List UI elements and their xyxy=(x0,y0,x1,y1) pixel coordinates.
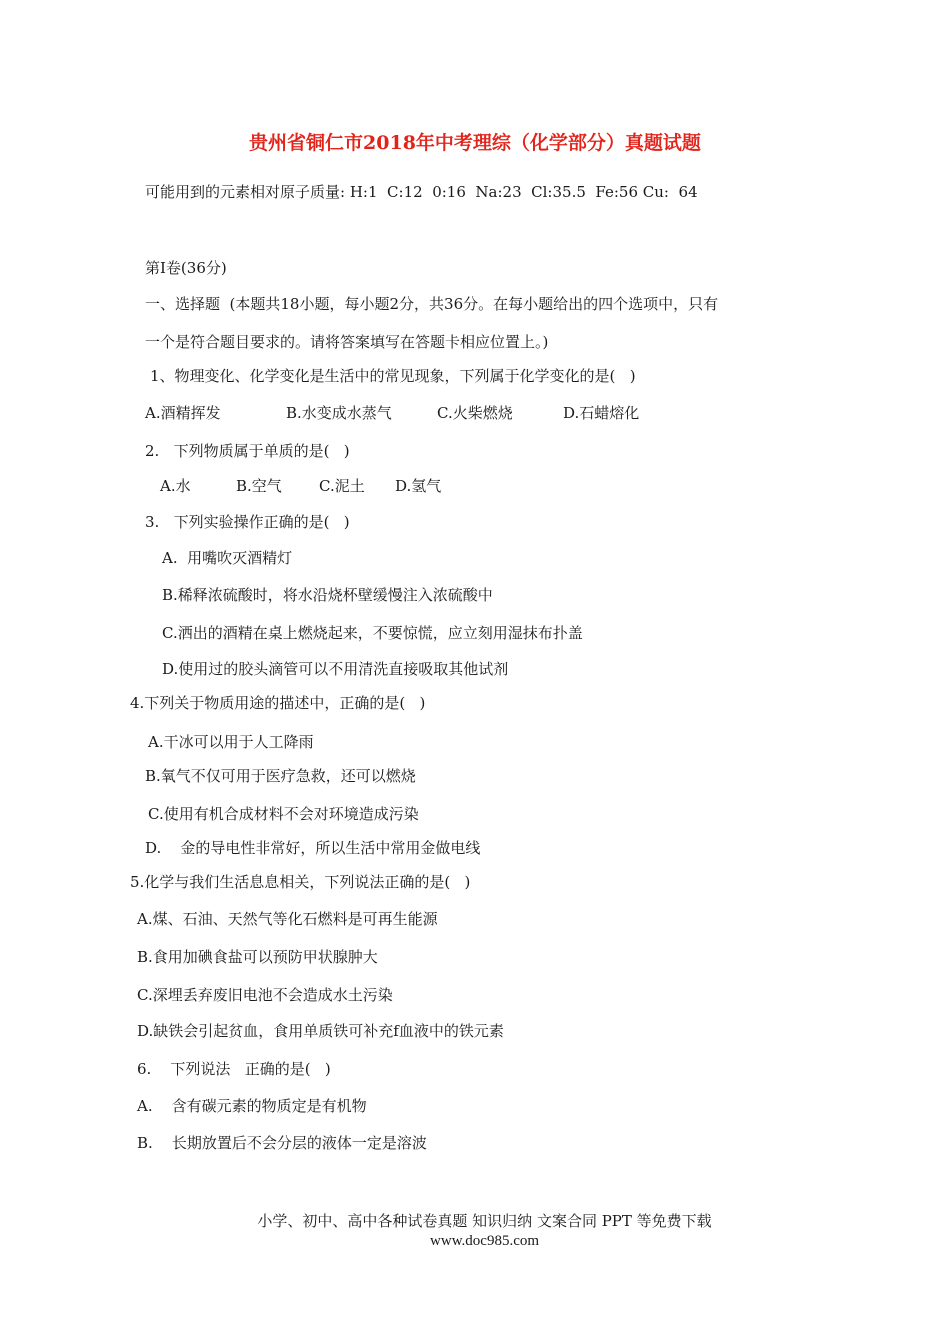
instructions-line-1: 一、选择题 (本题共18小题，每小题2分，共36分。在每小题给出的四个选项中，只有 xyxy=(145,295,719,313)
question-1-option-c: C.火柴燃烧 xyxy=(437,404,513,422)
question-6-option-b: B. 长期放置后不会分层的液体一定是溶波 xyxy=(137,1134,427,1152)
question-3-option-b: B.稀释浓硫酸时，将水沿烧杯壁缓慢注入浓硫酸中 xyxy=(162,586,493,604)
question-2-stem: 2. 下列物质属于单质的是( ) xyxy=(145,442,350,460)
footer-link[interactable]: www.doc985.com xyxy=(430,1233,540,1249)
question-5-option-b: B.食用加碘食盐可以预防甲状腺肿大 xyxy=(137,948,378,966)
footer-text: 小学、初中、高中各种试卷真题 知识归纳 文案合同 PPT 等免费下载 xyxy=(257,1212,712,1230)
instructions-line-2: 一个是符合题目要求的。请将答案填写在答题卡相应位置上。) xyxy=(145,333,549,351)
question-2-option-d: D.氢气 xyxy=(395,477,442,495)
question-1-option-b: B.水变成水蒸气 xyxy=(286,404,392,422)
atomic-mass-line: 可能用到的元素相对原子质量: H:1 C:12 0:16 Na:23 Cl:35.5 Fe:56 Cu: 64 xyxy=(145,183,698,201)
question-2-option-a: A.水 xyxy=(160,477,191,495)
question-1-option-d: D.石蜡熔化 xyxy=(563,404,640,422)
question-4-option-d: D. 金的导电性非常好，所以生活中常用金做电线 xyxy=(145,839,481,857)
question-2-option-b: B.空气 xyxy=(236,477,282,495)
question-1-option-a: A.酒精挥发 xyxy=(145,404,221,422)
question-5-stem: 5.化学与我们生活息息相关，下列说法正确的是( ) xyxy=(130,873,471,891)
question-6-option-a: A. 含有碳元素的物质定是有机物 xyxy=(137,1097,367,1115)
question-4-option-c: C.使用有机合成材料不会对环境造成污染 xyxy=(148,805,419,823)
question-3-option-a: A. 用嘴吹灭酒精灯 xyxy=(162,549,293,567)
question-3-stem: 3. 下列实验操作正确的是( ) xyxy=(145,513,350,531)
question-4-option-b: B.氧气不仅可用于医疗急救，还可以燃烧 xyxy=(145,767,416,785)
question-4-option-a: A.干冰可以用于人工降雨 xyxy=(148,733,314,751)
question-5-option-d: D.缺铁会引起贫血，食用单质铁可补充f血液中的铁元素 xyxy=(137,1022,504,1040)
question-2-option-c: C.泥土 xyxy=(319,477,365,495)
question-3-option-c: C.洒出的酒精在桌上燃烧起来，不要惊慌，应立刻用湿抹布扑盖 xyxy=(162,624,583,642)
page-footer xyxy=(0,1192,950,1268)
question-6-stem: 6. 下列说法 正确的是( ) xyxy=(137,1060,331,1078)
section-heading: 第I卷(36分) xyxy=(145,259,227,277)
question-5-option-a: A.煤、石油、天然气等化石燃料是可再生能源 xyxy=(137,910,438,928)
question-4-stem: 4.下列关于物质用途的描述中，正确的是( ) xyxy=(130,694,426,712)
question-3-option-d: D.使用过的胶头滴管可以不用清洗直接吸取其他试剂 xyxy=(162,660,509,678)
question-1-stem: 1、物理变化、化学变化是生活中的常见现象，下列属于化学变化的是( ) xyxy=(150,367,636,385)
question-5-option-c: C.深埋丢弃废旧电池不会造成水土污染 xyxy=(137,986,393,1004)
document-title: 贵州省铜仁市2018年中考理综（化学部分）真题试题 xyxy=(249,132,701,154)
